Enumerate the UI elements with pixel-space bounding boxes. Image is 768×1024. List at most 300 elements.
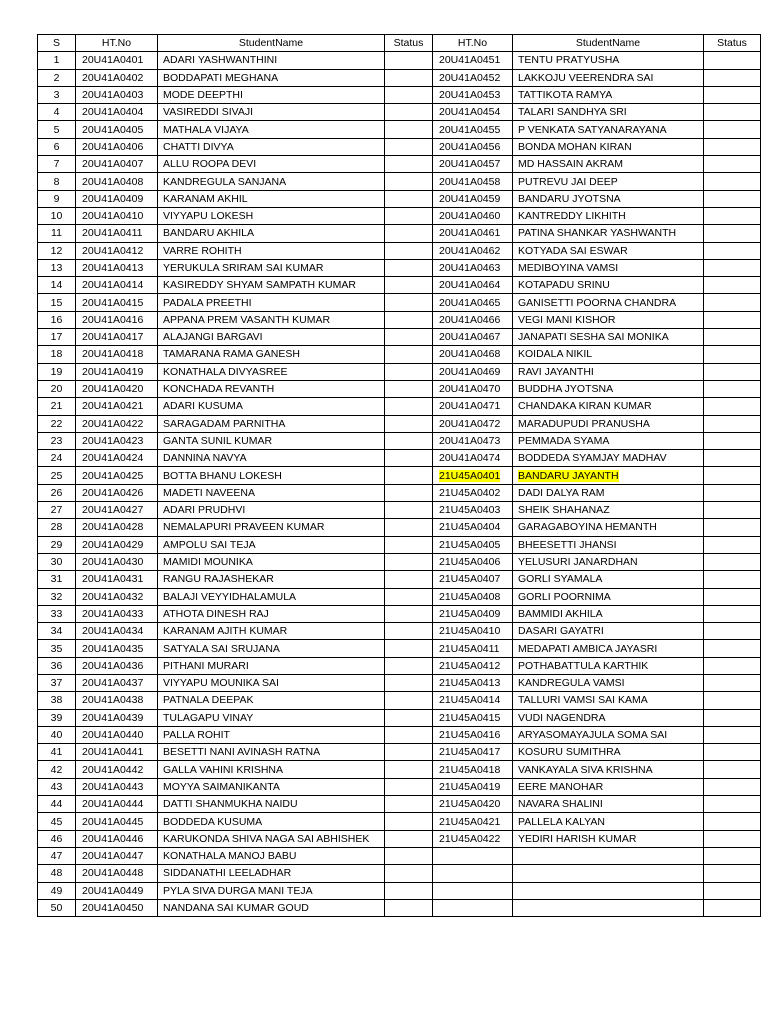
table-row — [38, 726, 761, 743]
serial-number-cell: 37 — [38, 674, 76, 691]
htno-cell-left: 20U41A0447 — [76, 847, 158, 864]
student-name-cell-left: KARANAM AKHIL — [158, 190, 385, 207]
serial-number-cell: 43 — [38, 778, 76, 795]
status-cell-left — [385, 346, 433, 363]
htno-cell-right — [433, 467, 513, 484]
htno-cell-right: 21U45A0412 — [433, 657, 513, 674]
serial-number-cell: 48 — [38, 865, 76, 882]
serial-number-cell: 20 — [38, 380, 76, 397]
serial-number-cell: 8 — [38, 173, 76, 190]
serial-number-cell: 3 — [38, 86, 76, 103]
status-cell-right — [704, 553, 761, 570]
student-name-cell-right: BAMMIDI AKHILA — [513, 605, 704, 622]
serial-number-cell: 38 — [38, 692, 76, 709]
status-cell-left — [385, 363, 433, 380]
htno-cell-left: 20U41A0406 — [76, 138, 158, 155]
student-name-cell-right: GORLI POORNIMA — [513, 588, 704, 605]
student-name-cell-right: BODDEDA SYAMJAY MADHAV — [513, 450, 704, 467]
status-cell-left — [385, 899, 433, 916]
table-row — [38, 121, 761, 138]
status-cell-right — [704, 467, 761, 484]
student-name-cell-left: VIYYAPU LOKESH — [158, 207, 385, 224]
serial-number-cell: 1 — [38, 52, 76, 69]
status-cell-left — [385, 398, 433, 415]
htno-cell-left: 20U41A0416 — [76, 311, 158, 328]
table-row — [38, 674, 761, 691]
student-name-cell-left: ADARI YASHWANTHINI — [158, 52, 385, 69]
table-row — [38, 847, 761, 864]
table-row — [38, 277, 761, 294]
status-cell-left — [385, 640, 433, 657]
status-cell-right — [704, 277, 761, 294]
htno-cell-left: 20U41A0439 — [76, 709, 158, 726]
student-name-cell-right — [513, 899, 704, 916]
table-row — [38, 553, 761, 570]
student-name-cell-left: BOTTA BHANU LOKESH — [158, 467, 385, 484]
htno-cell-left: 20U41A0438 — [76, 692, 158, 709]
status-cell-left — [385, 571, 433, 588]
table-row — [38, 536, 761, 553]
status-cell-left — [385, 778, 433, 795]
htno-cell-left: 20U41A0414 — [76, 277, 158, 294]
student-name-cell-right — [513, 467, 704, 484]
student-name-cell-left: KARUKONDA SHIVA NAGA SAI ABHISHEK — [158, 830, 385, 847]
status-cell-right — [704, 640, 761, 657]
col-header-htno-left: HT.No — [76, 35, 158, 52]
status-cell-right — [704, 847, 761, 864]
student-name-cell-left: NANDANA SAI KUMAR GOUD — [158, 899, 385, 916]
htno-cell-left: 20U41A0440 — [76, 726, 158, 743]
status-cell-left — [385, 761, 433, 778]
htno-cell-right: 20U41A0456 — [433, 138, 513, 155]
student-name-cell-right: MD HASSAIN AKRAM — [513, 156, 704, 173]
serial-number-cell: 36 — [38, 657, 76, 674]
student-name-cell-right: P VENKATA SATYANARAYANA — [513, 121, 704, 138]
htno-cell-left: 20U41A0408 — [76, 173, 158, 190]
status-cell-left — [385, 121, 433, 138]
htno-cell-left: 20U41A0419 — [76, 363, 158, 380]
status-cell-right — [704, 830, 761, 847]
htno-cell-right: 21U45A0404 — [433, 519, 513, 536]
table-row — [38, 761, 761, 778]
student-name-cell-right: YEDIRI HARISH KUMAR — [513, 830, 704, 847]
student-name-cell-left: BESETTI NANI AVINASH RATNA — [158, 744, 385, 761]
htno-cell-right: 20U41A0473 — [433, 432, 513, 449]
status-cell-left — [385, 847, 433, 864]
table-row — [38, 502, 761, 519]
serial-number-cell: 44 — [38, 796, 76, 813]
status-cell-right — [704, 571, 761, 588]
serial-number-cell: 13 — [38, 259, 76, 276]
student-name-cell-right: SHEIK SHAHANAZ — [513, 502, 704, 519]
status-cell-left — [385, 69, 433, 86]
htno-cell-right: 21U45A0422 — [433, 830, 513, 847]
table-row — [38, 484, 761, 501]
htno-cell-right: 21U45A0416 — [433, 726, 513, 743]
status-cell-right — [704, 86, 761, 103]
student-name-cell-left: YERUKULA SRIRAM SAI KUMAR — [158, 259, 385, 276]
student-name-cell-left: PATNALA DEEPAK — [158, 692, 385, 709]
status-cell-right — [704, 484, 761, 501]
student-name-cell-right: DADI DALYA RAM — [513, 484, 704, 501]
student-name-cell-right: GORLI SYAMALA — [513, 571, 704, 588]
student-name-cell-right: VANKAYALA SIVA KRISHNA — [513, 761, 704, 778]
htno-cell-left: 20U41A0409 — [76, 190, 158, 207]
student-name-cell-right: GARAGABOYINA HEMANTH — [513, 519, 704, 536]
table-row — [38, 467, 761, 484]
status-cell-right — [704, 190, 761, 207]
student-name-cell-right: TATTIKOTA RAMYA — [513, 86, 704, 103]
status-cell-left — [385, 709, 433, 726]
htno-cell-left: 20U41A0426 — [76, 484, 158, 501]
htno-cell-left: 20U41A0430 — [76, 553, 158, 570]
student-name-cell-right: LAKKOJU VEERENDRA SAI — [513, 69, 704, 86]
htno-cell-right: 20U41A0463 — [433, 259, 513, 276]
status-cell-right — [704, 588, 761, 605]
htno-cell-right: 20U41A0474 — [433, 450, 513, 467]
status-cell-left — [385, 484, 433, 501]
htno-cell-right: 21U45A0414 — [433, 692, 513, 709]
status-cell-left — [385, 138, 433, 155]
student-name-cell-right: MEDAPATI AMBICA JAYASRI — [513, 640, 704, 657]
htno-cell-left: 20U41A0446 — [76, 830, 158, 847]
student-name-cell-right: BANDARU JYOTSNA — [513, 190, 704, 207]
student-name-cell-right: KANTREDDY LIKHITH — [513, 207, 704, 224]
student-name-cell-left: MATHALA VIJAYA — [158, 121, 385, 138]
status-cell-right — [704, 294, 761, 311]
col-header-status-right: Status — [704, 35, 761, 52]
htno-cell-left: 20U41A0437 — [76, 674, 158, 691]
student-name-cell-left: VARRE ROHITH — [158, 242, 385, 259]
htno-cell-left: 20U41A0443 — [76, 778, 158, 795]
status-cell-left — [385, 623, 433, 640]
student-name-cell-left: TULAGAPU VINAY — [158, 709, 385, 726]
student-name-cell-right: EERE MANOHAR — [513, 778, 704, 795]
student-name-cell-right — [513, 865, 704, 882]
status-cell-left — [385, 657, 433, 674]
htno-cell-right: 20U41A0469 — [433, 363, 513, 380]
serial-number-cell: 33 — [38, 605, 76, 622]
student-name-cell-right: YELUSURI JANARDHAN — [513, 553, 704, 570]
status-cell-right — [704, 796, 761, 813]
student-name-cell-right: MEDIBOYINA VAMSI — [513, 259, 704, 276]
serial-number-cell: 45 — [38, 813, 76, 830]
status-cell-right — [704, 415, 761, 432]
serial-number-cell: 25 — [38, 467, 76, 484]
status-cell-left — [385, 294, 433, 311]
status-cell-right — [704, 52, 761, 69]
status-cell-right — [704, 692, 761, 709]
status-cell-left — [385, 329, 433, 346]
serial-number-cell: 47 — [38, 847, 76, 864]
serial-number-cell: 31 — [38, 571, 76, 588]
htno-cell-right: 20U41A0457 — [433, 156, 513, 173]
student-name-cell-left: ALLU ROOPA DEVI — [158, 156, 385, 173]
serial-number-cell: 30 — [38, 553, 76, 570]
highlighted-text: BANDARU JAYANTH — [518, 469, 619, 482]
status-cell-left — [385, 415, 433, 432]
status-cell-right — [704, 450, 761, 467]
table-row — [38, 69, 761, 86]
student-name-cell-right: PEMMADA SYAMA — [513, 432, 704, 449]
col-header-studentname-left: StudentName — [158, 35, 385, 52]
student-name-cell-right: GANISETTI POORNA CHANDRA — [513, 294, 704, 311]
status-cell-right — [704, 432, 761, 449]
status-cell-right — [704, 329, 761, 346]
status-cell-right — [704, 346, 761, 363]
htno-cell-right: 20U41A0464 — [433, 277, 513, 294]
htno-cell-right: 21U45A0408 — [433, 588, 513, 605]
table-row — [38, 882, 761, 899]
htno-cell-left: 20U41A0449 — [76, 882, 158, 899]
student-name-cell-left: DATTI SHANMUKHA NAIDU — [158, 796, 385, 813]
htno-cell-left: 20U41A0422 — [76, 415, 158, 432]
htno-cell-right: 21U45A0406 — [433, 553, 513, 570]
htno-cell-right: 20U41A0452 — [433, 69, 513, 86]
student-name-cell-left: SARAGADAM PARNITHA — [158, 415, 385, 432]
htno-cell-right — [433, 899, 513, 916]
status-cell-left — [385, 156, 433, 173]
status-cell-left — [385, 692, 433, 709]
htno-cell-left: 20U41A0432 — [76, 588, 158, 605]
status-cell-left — [385, 380, 433, 397]
status-cell-left — [385, 744, 433, 761]
serial-number-cell: 24 — [38, 450, 76, 467]
status-cell-right — [704, 225, 761, 242]
table-row — [38, 380, 761, 397]
htno-cell-left: 20U41A0403 — [76, 86, 158, 103]
table-row — [38, 207, 761, 224]
student-name-cell-right: KOTAPADU SRINU — [513, 277, 704, 294]
student-name-cell-left: KARANAM AJITH KUMAR — [158, 623, 385, 640]
col-header-s: S — [38, 35, 76, 52]
serial-number-cell: 41 — [38, 744, 76, 761]
status-cell-right — [704, 726, 761, 743]
htno-cell-left: 20U41A0445 — [76, 813, 158, 830]
student-name-cell-left: BALAJI VEYYIDHALAMULA — [158, 588, 385, 605]
htno-cell-right: 21U45A0413 — [433, 674, 513, 691]
serial-number-cell: 39 — [38, 709, 76, 726]
student-name-cell-left: KONCHADA REVANTH — [158, 380, 385, 397]
status-cell-right — [704, 138, 761, 155]
table-row — [38, 225, 761, 242]
table-row — [38, 571, 761, 588]
status-cell-left — [385, 86, 433, 103]
status-cell-right — [704, 778, 761, 795]
student-name-cell-left: MAMIDI MOUNIKA — [158, 553, 385, 570]
htno-cell-left: 20U41A0436 — [76, 657, 158, 674]
highlighted-text: 21U45A0401 — [439, 469, 501, 482]
status-cell-left — [385, 796, 433, 813]
status-cell-right — [704, 744, 761, 761]
serial-number-cell: 10 — [38, 207, 76, 224]
serial-number-cell: 27 — [38, 502, 76, 519]
htno-cell-left: 20U41A0433 — [76, 605, 158, 622]
student-name-cell-left: ALAJANGI BARGAVI — [158, 329, 385, 346]
status-cell-right — [704, 121, 761, 138]
table-row — [38, 398, 761, 415]
student-name-cell-left: TAMARANA RAMA GANESH — [158, 346, 385, 363]
student-name-cell-left: PITHANI MURARI — [158, 657, 385, 674]
htno-cell-right: 20U41A0454 — [433, 104, 513, 121]
htno-cell-right: 21U45A0403 — [433, 502, 513, 519]
student-name-cell-left: PADALA PREETHI — [158, 294, 385, 311]
table-row — [38, 432, 761, 449]
student-name-cell-right: VUDI NAGENDRA — [513, 709, 704, 726]
status-cell-right — [704, 761, 761, 778]
status-cell-left — [385, 865, 433, 882]
student-status-table — [37, 34, 761, 917]
table-row — [38, 363, 761, 380]
status-cell-left — [385, 882, 433, 899]
student-name-cell-right: TENTU PRATYUSHA — [513, 52, 704, 69]
serial-number-cell: 49 — [38, 882, 76, 899]
student-name-cell-left: BANDARU AKHILA — [158, 225, 385, 242]
serial-number-cell: 18 — [38, 346, 76, 363]
status-cell-left — [385, 277, 433, 294]
htno-cell-left: 20U41A0405 — [76, 121, 158, 138]
serial-number-cell: 7 — [38, 156, 76, 173]
student-name-cell-right: BUDDHA JYOTSNA — [513, 380, 704, 397]
serial-number-cell: 5 — [38, 121, 76, 138]
student-name-cell-left: RANGU RAJASHEKAR — [158, 571, 385, 588]
serial-number-cell: 42 — [38, 761, 76, 778]
status-cell-right — [704, 813, 761, 830]
student-name-cell-left: KONATHALA DIVYASREE — [158, 363, 385, 380]
htno-cell-right: 20U41A0453 — [433, 86, 513, 103]
student-name-cell-left: VIYYAPU MOUNIKA SAI — [158, 674, 385, 691]
status-cell-right — [704, 156, 761, 173]
htno-cell-right: 21U45A0420 — [433, 796, 513, 813]
table-row — [38, 813, 761, 830]
student-name-cell-right: PATINA SHANKAR YASHWANTH — [513, 225, 704, 242]
student-name-cell-left: CHATTI DIVYA — [158, 138, 385, 155]
status-cell-right — [704, 207, 761, 224]
table-row — [38, 156, 761, 173]
status-cell-right — [704, 605, 761, 622]
table-row — [38, 692, 761, 709]
status-cell-right — [704, 398, 761, 415]
htno-cell-left: 20U41A0420 — [76, 380, 158, 397]
htno-cell-right: 20U41A0471 — [433, 398, 513, 415]
htno-cell-left: 20U41A0441 — [76, 744, 158, 761]
student-name-cell-left: BODDEDA KUSUMA — [158, 813, 385, 830]
table-row — [38, 346, 761, 363]
htno-cell-right: 21U45A0407 — [433, 571, 513, 588]
student-name-cell-right: MARADUPUDI PRANUSHA — [513, 415, 704, 432]
htno-cell-left: 20U41A0402 — [76, 69, 158, 86]
htno-cell-right: 21U45A0415 — [433, 709, 513, 726]
student-name-cell-right — [513, 882, 704, 899]
table-row — [38, 605, 761, 622]
status-cell-left — [385, 467, 433, 484]
serial-number-cell: 50 — [38, 899, 76, 916]
table-row — [38, 294, 761, 311]
serial-number-cell: 29 — [38, 536, 76, 553]
htno-cell-left: 20U41A0418 — [76, 346, 158, 363]
htno-cell-right — [433, 865, 513, 882]
serial-number-cell: 35 — [38, 640, 76, 657]
htno-cell-right: 21U45A0417 — [433, 744, 513, 761]
table-row — [38, 623, 761, 640]
table-row — [38, 415, 761, 432]
htno-cell-right: 20U41A0466 — [433, 311, 513, 328]
serial-number-cell: 4 — [38, 104, 76, 121]
status-cell-right — [704, 502, 761, 519]
status-cell-right — [704, 674, 761, 691]
student-name-cell-left: PYLA SIVA DURGA MANI TEJA — [158, 882, 385, 899]
status-cell-right — [704, 657, 761, 674]
table-row — [38, 657, 761, 674]
status-cell-left — [385, 190, 433, 207]
student-name-cell-left: MODE DEEPTHI — [158, 86, 385, 103]
status-cell-right — [704, 380, 761, 397]
status-cell-left — [385, 726, 433, 743]
htno-cell-left: 20U41A0412 — [76, 242, 158, 259]
serial-number-cell: 17 — [38, 329, 76, 346]
serial-number-cell: 23 — [38, 432, 76, 449]
status-cell-left — [385, 207, 433, 224]
status-cell-right — [704, 259, 761, 276]
serial-number-cell: 9 — [38, 190, 76, 207]
table-row — [38, 899, 761, 916]
status-cell-left — [385, 536, 433, 553]
serial-number-cell: 2 — [38, 69, 76, 86]
table-body — [38, 52, 761, 917]
status-cell-left — [385, 104, 433, 121]
student-name-cell-left: ATHOTA DINESH RAJ — [158, 605, 385, 622]
status-cell-right — [704, 623, 761, 640]
htno-cell-right: 20U41A0462 — [433, 242, 513, 259]
status-cell-left — [385, 519, 433, 536]
table-row — [38, 190, 761, 207]
table-row — [38, 138, 761, 155]
serial-number-cell: 34 — [38, 623, 76, 640]
serial-number-cell: 19 — [38, 363, 76, 380]
htno-cell-right: 20U41A0470 — [433, 380, 513, 397]
student-name-cell-right: KOTYADA SAI ESWAR — [513, 242, 704, 259]
serial-number-cell: 46 — [38, 830, 76, 847]
htno-cell-left: 20U41A0427 — [76, 502, 158, 519]
student-name-cell-right: PUTREVU JAI DEEP — [513, 173, 704, 190]
student-name-cell-left: KANDREGULA SANJANA — [158, 173, 385, 190]
serial-number-cell: 12 — [38, 242, 76, 259]
status-cell-right — [704, 311, 761, 328]
student-name-cell-left: BODDAPATI MEGHANA — [158, 69, 385, 86]
htno-cell-right: 20U41A0460 — [433, 207, 513, 224]
status-cell-left — [385, 242, 433, 259]
student-name-cell-right: KOIDALA NIKIL — [513, 346, 704, 363]
student-name-cell-left: ADARI PRUDHVI — [158, 502, 385, 519]
htno-cell-left: 20U41A0413 — [76, 259, 158, 276]
student-name-cell-left: GANTA SUNIL KUMAR — [158, 432, 385, 449]
htno-cell-right — [433, 882, 513, 899]
status-cell-left — [385, 674, 433, 691]
student-name-cell-left: AMPOLU SAI TEJA — [158, 536, 385, 553]
htno-cell-right: 20U41A0451 — [433, 52, 513, 69]
status-cell-right — [704, 709, 761, 726]
htno-cell-right: 21U45A0411 — [433, 640, 513, 657]
serial-number-cell: 40 — [38, 726, 76, 743]
table-row — [38, 311, 761, 328]
htno-cell-left: 20U41A0423 — [76, 432, 158, 449]
student-name-cell-left: ADARI KUSUMA — [158, 398, 385, 415]
htno-cell-left: 20U41A0415 — [76, 294, 158, 311]
status-cell-right — [704, 519, 761, 536]
student-name-cell-right: RAVI JAYANTHI — [513, 363, 704, 380]
status-cell-left — [385, 605, 433, 622]
serial-number-cell: 14 — [38, 277, 76, 294]
